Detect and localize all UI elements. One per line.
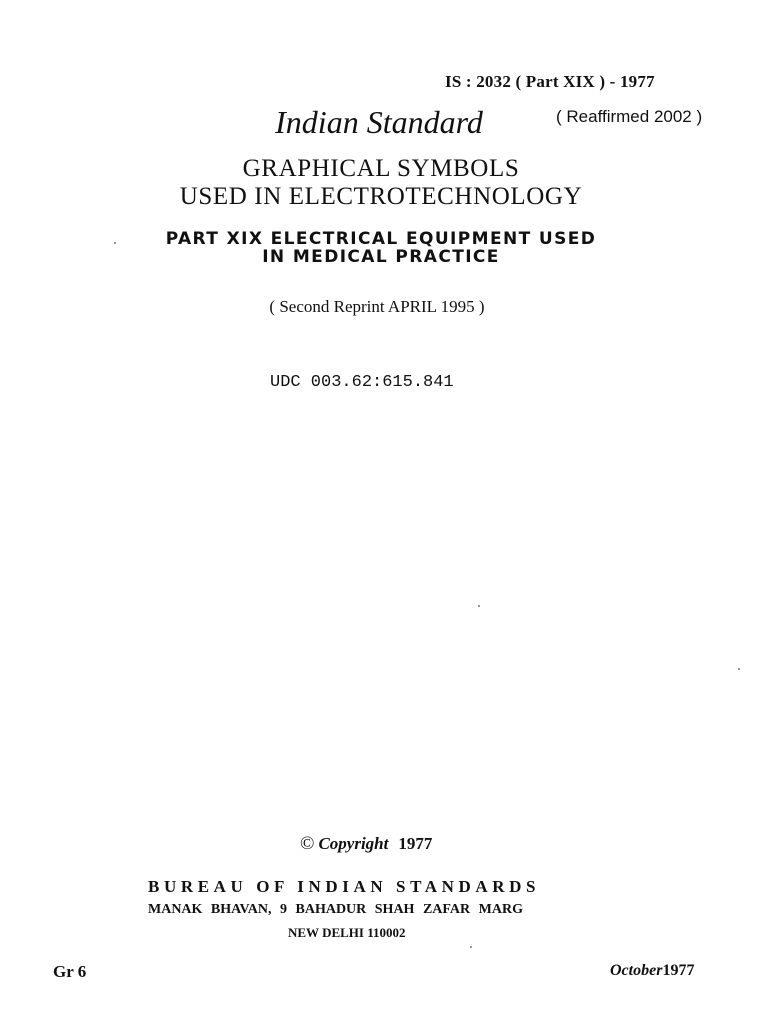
publisher-address: MANAK BHAVAN, 9 BAHADUR SHAH ZAFAR MARG	[148, 902, 523, 917]
part-title-line2: IN MEDICAL PRACTICE	[262, 247, 500, 267]
reprint-note: ( Second Reprint APRIL 1995 )	[269, 297, 485, 316]
scan-speck	[478, 605, 480, 607]
document-title-line1: GRAPHICAL SYMBOLS	[242, 155, 520, 182]
document-title-line2: USED IN ELECTROTECHNOLOGY	[179, 183, 583, 210]
issue-year: 1977	[662, 962, 695, 979]
copyright-symbol: ©	[300, 833, 315, 854]
part-title-line1: PART XIX ELECTRICAL EQUIPMENT USED	[165, 229, 597, 249]
issue-date	[610, 962, 694, 980]
scan-speck	[114, 242, 116, 244]
standard-number: IS : 2032 ( Part XIX ) - 1977	[445, 72, 655, 91]
scan-speck	[470, 946, 472, 948]
udc-number: UDC 003.62:615.841	[270, 373, 454, 392]
publisher-city: NEW DELHI 110002	[288, 925, 406, 940]
copyright-word: Copyright	[318, 834, 389, 853]
indian-standard-heading: Indian Standard	[275, 104, 483, 140]
copyright-line	[300, 833, 432, 855]
copyright-year: 1977	[398, 834, 433, 853]
price-group: Gr 6	[53, 962, 87, 981]
issue-month: October	[610, 962, 663, 979]
scan-speck	[738, 668, 740, 670]
publisher-name: BUREAU OF INDIAN STANDARDS	[148, 877, 541, 896]
reaffirmed-note: ( Reaffirmed 2002 )	[556, 107, 703, 126]
